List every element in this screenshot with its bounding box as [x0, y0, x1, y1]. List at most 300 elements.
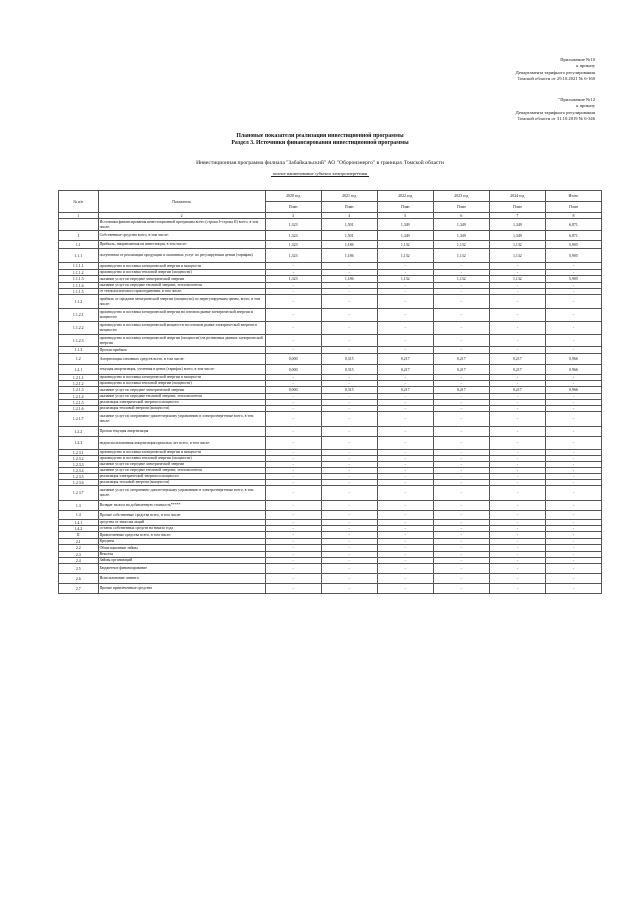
column-subheader-plan: План	[433, 202, 489, 213]
row-number: 1.2.3.4	[59, 468, 99, 474]
row-plan-value: -	[489, 532, 545, 539]
row-indicator: Облигационные займы	[98, 545, 265, 552]
row-indicator: недоиспользованная амортизация прошлых лет всего, в том числе:	[98, 437, 265, 450]
table-row	[59, 263, 602, 270]
row-plan-value: -	[265, 289, 321, 295]
row-indicator: оказание услуг по передаче электрической энергии	[98, 276, 265, 283]
row-plan-value: -	[377, 400, 433, 406]
row-plan-value: -	[377, 468, 433, 474]
row-total-value: -	[545, 564, 601, 574]
row-plan-value: 1,323	[265, 231, 321, 241]
row-plan-value: -	[321, 511, 377, 520]
row-plan-value: -	[377, 427, 433, 437]
row-indicator: производство и поставка электрической энергии и мощности	[98, 450, 265, 456]
row-plan-value: -	[377, 437, 433, 450]
row-plan-value: -	[377, 263, 433, 270]
row-plan-value: -	[489, 539, 545, 545]
row-plan-value: -	[377, 412, 433, 427]
subject-label: полное наименование субъекта электроэнергетики	[272, 171, 368, 176]
row-plan-value: -	[489, 574, 545, 584]
table-row	[59, 219, 602, 231]
row-plan-value: -	[433, 335, 489, 347]
row-total-value: -	[545, 526, 601, 532]
row-number: 1.1.2	[59, 295, 99, 309]
row-indicator: реализация электрической энергии и мощности	[98, 474, 265, 480]
row-plan-value: -	[489, 474, 545, 480]
row-plan-value: -	[489, 468, 545, 474]
row-plan-value: -	[433, 539, 489, 545]
table-row	[59, 354, 602, 365]
row-total-value: -	[545, 539, 601, 545]
row-number: 2.7	[59, 584, 99, 594]
row-indicator: Источники финансирования инвестиционной программы всего (строка I+строка II) всего, в том числе:	[98, 219, 265, 231]
row-plan-value: -	[321, 412, 377, 427]
row-number: 1.2.1.5	[59, 400, 99, 406]
table-row	[59, 486, 602, 501]
row-plan-value: -	[321, 480, 377, 486]
row-total-value: -	[545, 347, 601, 354]
row-indicator: оказание услуг по передаче тепловой энергии, теплоносителя	[98, 283, 265, 289]
row-indicator: оказание услуг по передаче электрической энергии	[98, 462, 265, 468]
subject-caption	[0, 171, 640, 177]
row-plan-value: -	[489, 295, 545, 309]
row-plan-value: -	[265, 558, 321, 564]
row-plan-value: 0,000	[265, 365, 321, 375]
row-plan-value: -	[265, 375, 321, 381]
row-plan-value: -	[433, 375, 489, 381]
row-plan-value: -	[377, 283, 433, 289]
column-header-total: Итого	[545, 191, 601, 202]
row-plan-value: -	[433, 552, 489, 558]
table-row	[59, 309, 602, 322]
row-plan-value: -	[433, 511, 489, 520]
row-plan-value: -	[265, 539, 321, 545]
column-subheader-plan: План	[377, 202, 433, 213]
row-plan-value: -	[321, 552, 377, 558]
row-plan-value: -	[321, 462, 377, 468]
row-plan-value: -	[377, 406, 433, 412]
row-number: 1.1.1.5	[59, 289, 99, 295]
row-plan-value: -	[321, 539, 377, 545]
row-plan-value: -	[433, 309, 489, 322]
column-index: 4	[321, 213, 377, 219]
row-total-value: -	[545, 381, 601, 387]
row-plan-value: -	[377, 511, 433, 520]
table-row	[59, 427, 602, 437]
financing-sources-table	[58, 190, 602, 594]
row-plan-value: -	[265, 283, 321, 289]
row-plan-value: -	[265, 526, 321, 532]
header-line: Департамента тарифного регулирования	[515, 69, 595, 75]
row-plan-value: 0,217	[433, 354, 489, 365]
row-number: 1.4.1	[59, 520, 99, 526]
row-plan-value: 0,315	[321, 354, 377, 365]
table-row	[59, 511, 602, 520]
row-plan-value: -	[489, 375, 545, 381]
row-plan-value: -	[265, 520, 321, 526]
row-total-value: 0,966	[545, 387, 601, 394]
row-plan-value: 0,217	[489, 354, 545, 365]
row-plan-value: 0,217	[433, 387, 489, 394]
row-indicator: производство и поставка электрической энергии на оптовом рынке электрической энергии и мощности	[98, 309, 265, 322]
row-plan-value: 1,323	[265, 241, 321, 249]
row-total-value: -	[545, 263, 601, 270]
row-plan-value: -	[377, 375, 433, 381]
appendix-12-header	[0, 97, 595, 122]
row-plan-value: -	[321, 406, 377, 412]
row-total-value: -	[545, 480, 601, 486]
row-plan-value: -	[489, 520, 545, 526]
row-plan-value: -	[433, 456, 489, 462]
row-number: 1.2.1.7	[59, 412, 99, 427]
row-plan-value: -	[377, 295, 433, 309]
row-indicator: Прочая прибыль	[98, 347, 265, 354]
row-number: II	[59, 532, 99, 539]
row-total-value: -	[545, 520, 601, 526]
table-row	[59, 241, 602, 249]
row-indicator: производство и поставка электрической мощности на оптовом рынке электрической энергии и мощности	[98, 322, 265, 335]
row-plan-value: -	[377, 347, 433, 354]
row-plan-value: 1,323	[265, 276, 321, 283]
row-plan-value: -	[489, 456, 545, 462]
row-plan-value: -	[489, 526, 545, 532]
row-plan-value: -	[489, 545, 545, 552]
row-plan-value: 0,315	[321, 365, 377, 375]
row-plan-value: 1,186	[321, 276, 377, 283]
header-line: Департамента тарифного регулирования	[515, 109, 595, 115]
row-indicator: Прибыль, направляемая на инвестиции, в том числе:	[98, 241, 265, 249]
row-plan-value: 0,217	[377, 387, 433, 394]
column-subheader-plan: План	[321, 202, 377, 213]
row-indicator: оказание услуг по передаче тепловой энергии, теплоносителя	[98, 468, 265, 474]
row-indicator: реализация тепловой энергии (мощности)	[98, 480, 265, 486]
row-indicator: реализация электрической энергии и мощности	[98, 400, 265, 406]
row-indicator: оказание услуг по передаче тепловой энергии, теплоносителя	[98, 394, 265, 400]
row-plan-value: 1,349	[377, 231, 433, 241]
column-subheader-plan: План	[265, 202, 321, 213]
row-plan-value: -	[489, 511, 545, 520]
row-plan-value: -	[489, 381, 545, 387]
row-plan-value: -	[433, 520, 489, 526]
row-plan-value: -	[265, 474, 321, 480]
column-header-number: № п/п	[59, 191, 99, 213]
column-header-year: 2020 год	[265, 191, 321, 202]
row-plan-value: -	[377, 539, 433, 545]
row-plan-value: 1,501	[321, 231, 377, 241]
row-plan-value: -	[321, 289, 377, 295]
row-plan-value: -	[265, 400, 321, 406]
row-plan-value: -	[433, 394, 489, 400]
row-number: 1.1.1.3	[59, 276, 99, 283]
row-plan-value: -	[433, 270, 489, 276]
row-plan-value: -	[265, 468, 321, 474]
row-plan-value: -	[321, 309, 377, 322]
row-number: 2.3	[59, 552, 99, 558]
row-plan-value: -	[489, 412, 545, 427]
row-total-value: 6,871	[545, 219, 601, 231]
row-number: 1.1.1.1	[59, 263, 99, 270]
row-plan-value: -	[489, 322, 545, 335]
column-header-year: 2021 год	[321, 191, 377, 202]
column-header-indicator: Показатель	[98, 191, 265, 213]
row-plan-value: -	[321, 574, 377, 584]
row-plan-value: -	[377, 289, 433, 295]
column-index: 5	[377, 213, 433, 219]
row-plan-value: -	[489, 406, 545, 412]
row-plan-value: -	[321, 501, 377, 511]
row-plan-value: -	[377, 564, 433, 574]
row-plan-value: 0,217	[377, 365, 433, 375]
row-total-value: 0,966	[545, 354, 601, 365]
header-line: к приказу	[576, 103, 595, 109]
row-plan-value: -	[377, 552, 433, 558]
row-total-value: -	[545, 437, 601, 450]
row-number: 1.1.1.2	[59, 270, 99, 276]
row-plan-value: 1,132	[489, 276, 545, 283]
row-plan-value: -	[489, 480, 545, 486]
table-row	[59, 564, 602, 574]
row-plan-value: -	[321, 295, 377, 309]
row-plan-value: -	[377, 462, 433, 468]
row-plan-value: -	[377, 520, 433, 526]
row-total-value: -	[545, 289, 601, 295]
row-total-value: 5,905	[545, 241, 601, 249]
row-plan-value: -	[265, 406, 321, 412]
row-number: 1.2.3	[59, 437, 99, 450]
row-plan-value: -	[433, 532, 489, 539]
table-row	[59, 365, 602, 375]
row-indicator: Прочие привлеченные средства	[98, 584, 265, 594]
row-plan-value: -	[377, 309, 433, 322]
row-total-value: 0,966	[545, 365, 601, 375]
row-plan-value: 0,217	[377, 354, 433, 365]
row-indicator: Прочая текущая амортизация	[98, 427, 265, 437]
row-number: 1.1.1.4	[59, 283, 99, 289]
row-total-value: -	[545, 486, 601, 501]
column-index: 1	[59, 213, 99, 219]
row-total-value: -	[545, 400, 601, 406]
row-plan-value: -	[265, 584, 321, 594]
row-plan-value: -	[433, 480, 489, 486]
row-indicator: реализация тепловой энергии (мощности)	[98, 406, 265, 412]
row-plan-value: -	[265, 295, 321, 309]
row-plan-value: 1,132	[377, 241, 433, 249]
row-indicator: оказание услуг по передаче электрической энергии	[98, 387, 265, 394]
column-header-year: 2024 год	[489, 191, 545, 202]
row-plan-value: -	[489, 558, 545, 564]
row-plan-value: -	[265, 263, 321, 270]
row-plan-value: -	[321, 532, 377, 539]
row-number: 1.2.1	[59, 365, 99, 375]
section-title: Раздел 3. Источники финансирования инвестиционной программы	[231, 140, 409, 147]
row-plan-value: -	[321, 400, 377, 406]
row-plan-value: 0,217	[433, 365, 489, 375]
row-plan-value: -	[321, 474, 377, 480]
row-plan-value: -	[321, 545, 377, 552]
row-plan-value: 1,186	[321, 249, 377, 263]
document-title	[0, 133, 640, 148]
column-index: 2	[98, 213, 265, 219]
row-plan-value: -	[433, 347, 489, 354]
row-plan-value: -	[489, 564, 545, 574]
row-plan-value: -	[489, 289, 545, 295]
row-plan-value: -	[377, 486, 433, 501]
row-plan-value: -	[321, 486, 377, 501]
header-line: Томской области от 29.10.2021 № 6-160	[517, 75, 595, 81]
row-plan-value: 0,217	[489, 365, 545, 375]
row-plan-value: -	[321, 394, 377, 400]
row-plan-value: -	[265, 456, 321, 462]
row-indicator: Использование лизинга	[98, 574, 265, 584]
row-plan-value: -	[433, 381, 489, 387]
row-plan-value: -	[265, 381, 321, 387]
row-plan-value: -	[265, 564, 321, 574]
row-number: 1.2	[59, 354, 99, 365]
row-total-value: -	[545, 532, 601, 539]
row-plan-value: -	[321, 270, 377, 276]
row-number: 1.3	[59, 501, 99, 511]
row-plan-value: -	[265, 462, 321, 468]
row-total-value: -	[545, 406, 601, 412]
program-subtitle: Инвестиционная программа филиала "Забайкальский" АО "Оборонэнерго" в границах Томской области	[196, 160, 444, 166]
row-plan-value: -	[377, 545, 433, 552]
row-plan-value: -	[265, 480, 321, 486]
row-number: 1.2.1.4	[59, 394, 99, 400]
row-total-value: -	[545, 462, 601, 468]
row-plan-value: -	[433, 400, 489, 406]
row-plan-value: -	[377, 558, 433, 564]
row-number: 2.1	[59, 539, 99, 545]
row-total-value: -	[545, 394, 601, 400]
row-plan-value: -	[321, 450, 377, 456]
row-plan-value: 1,349	[433, 219, 489, 231]
row-indicator: Привлеченные средства всего, в том числе:	[98, 532, 265, 539]
row-indicator: производство и поставка тепловой энергии (мощности)	[98, 381, 265, 387]
row-indicator: полученная от реализации продукции и оказанных услуг по регулируемым ценам (тарифам)	[98, 249, 265, 263]
table-row	[59, 322, 602, 335]
row-plan-value: 1,349	[489, 219, 545, 231]
header-line: "Приложение №12	[558, 97, 595, 102]
row-plan-value: -	[489, 552, 545, 558]
row-total-value: -	[545, 427, 601, 437]
row-plan-value: -	[265, 437, 321, 450]
row-indicator: от технологического присоединения, в том числе:	[98, 289, 265, 295]
row-plan-value: -	[433, 474, 489, 480]
row-total-value: -	[545, 456, 601, 462]
row-plan-value: -	[433, 558, 489, 564]
row-total-value: -	[545, 501, 601, 511]
row-plan-value: -	[265, 322, 321, 335]
row-plan-value: 0,217	[489, 387, 545, 394]
row-number: 1.1.2.2	[59, 322, 99, 335]
row-number: 1.1.3	[59, 347, 99, 354]
row-plan-value: -	[321, 322, 377, 335]
row-plan-value: -	[433, 584, 489, 594]
table-row	[59, 412, 602, 427]
row-plan-value: -	[377, 480, 433, 486]
row-plan-value: -	[433, 462, 489, 468]
row-plan-value: -	[489, 283, 545, 289]
row-plan-value: -	[433, 322, 489, 335]
row-number: 1.2.1.1	[59, 375, 99, 381]
row-plan-value: -	[321, 526, 377, 532]
row-plan-value: -	[377, 574, 433, 584]
row-number: 1.2.1.2	[59, 381, 99, 387]
row-indicator: Собственные средства всего, в том числе:	[98, 231, 265, 241]
row-number: 2.2	[59, 545, 99, 552]
row-number	[59, 219, 99, 231]
row-indicator: производство и поставка электрической энергии и мощности	[98, 375, 265, 381]
row-plan-value: -	[433, 501, 489, 511]
row-plan-value: -	[433, 545, 489, 552]
column-index: 6	[433, 213, 489, 219]
row-total-value: -	[545, 322, 601, 335]
row-plan-value: -	[265, 574, 321, 584]
row-indicator: остаток собственных средств на начало года	[98, 526, 265, 532]
table-row	[59, 387, 602, 394]
row-plan-value: -	[433, 486, 489, 501]
row-plan-value: -	[321, 558, 377, 564]
row-plan-value: -	[433, 564, 489, 574]
row-indicator: Бюджетное финансирование	[98, 564, 265, 574]
row-number: 2.5	[59, 564, 99, 574]
row-plan-value: -	[265, 450, 321, 456]
row-indicator: производство и поставка тепловой энергии (мощности)	[98, 456, 265, 462]
row-plan-value: 0,315	[321, 387, 377, 394]
row-plan-value: -	[265, 545, 321, 552]
row-plan-value: -	[377, 394, 433, 400]
row-plan-value: -	[265, 270, 321, 276]
table-row	[59, 501, 602, 511]
row-plan-value: -	[433, 295, 489, 309]
row-plan-value: -	[321, 335, 377, 347]
row-number: 1.1.2.3	[59, 335, 99, 347]
row-plan-value: 1,323	[265, 249, 321, 263]
row-indicator: средства от эмиссии акций	[98, 520, 265, 526]
row-number: 1.2.3.2	[59, 456, 99, 462]
row-number: 1.2.3.7	[59, 486, 99, 501]
row-indicator: Кредиты	[98, 539, 265, 545]
row-indicator: производство и поставка электрической энергии (мощности) на розничных рынках электрической энергии	[98, 335, 265, 347]
table-row	[59, 276, 602, 283]
row-total-value: 5,905	[545, 276, 601, 283]
row-plan-value: -	[265, 309, 321, 322]
row-plan-value: -	[489, 501, 545, 511]
row-plan-value: -	[433, 406, 489, 412]
row-number: I	[59, 231, 99, 241]
row-plan-value: -	[433, 289, 489, 295]
row-plan-value: -	[489, 309, 545, 322]
row-indicator: Амортизация основных средств всего, в том числе:	[98, 354, 265, 365]
row-plan-value: 1,501	[321, 219, 377, 231]
row-plan-value: -	[265, 511, 321, 520]
header-line: Приложение №10	[560, 57, 595, 62]
row-plan-value: -	[265, 501, 321, 511]
row-total-value: -	[545, 474, 601, 480]
column-index: 3	[265, 213, 321, 219]
row-plan-value: -	[321, 468, 377, 474]
row-total-value: -	[545, 468, 601, 474]
row-indicator: оказание услуг по оперативно-диспетчерскому управлению в электроэнергетике всего, в том числе:	[98, 486, 265, 501]
row-total-value: -	[545, 558, 601, 564]
row-plan-value: 1,349	[433, 231, 489, 241]
row-plan-value: -	[433, 283, 489, 289]
column-index: 8	[545, 213, 601, 219]
row-indicator: прибыль от продажи электрической энергии (мощности) по нерегулируемым ценам, всего, в том числе:	[98, 295, 265, 309]
row-plan-value: 1,132	[377, 249, 433, 263]
table-row	[59, 545, 602, 552]
row-total-value: -	[545, 450, 601, 456]
